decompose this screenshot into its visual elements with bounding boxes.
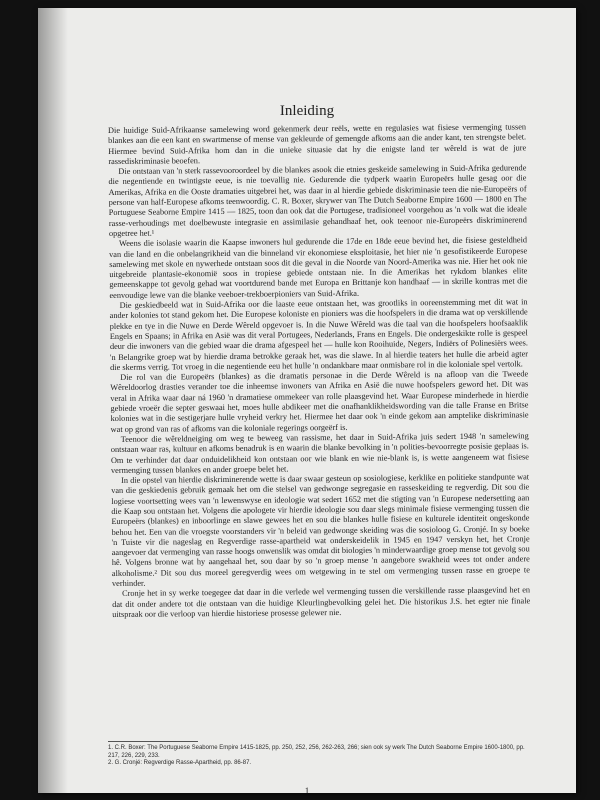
paragraph: Die ontstaan van 'n sterk rassevooroordeel by die blankes asook die etnies geskeide samelewing in Suid-Afrika gedurende die negentiende en twintigste eeue, is nie toevallig nie. Gedurende die tydperk waarin Europeërs hulle gesag oor die Amerikas, Afrika en die Ooste dramaties uitgebrei het, was daar in al hierdie gebiede diskriminasie teen die nie-Europeërs of persone van half-Europese afkoms teenwoordig. C. R. Boxer, skrywer van The Dutch Seaborne Empire 1600 — 1800 en The Portuguese Seaborne Empire 1415 — 1825, toon dan ook dat die Portugese, tradisioneel voorgehou as 'n volk wat die ideale rasse-verhoudings met doelbewuste integrasie en assimilasie gehandhaaf het, ook teenoor nie-Europeërs diskriminerend opgetree het.¹: [108, 163, 527, 238]
footnote: 2. G. Cronjé: Regverdige Rasse-Apartheid, pp. 86-87.: [108, 760, 252, 767]
document-page: [38, 8, 576, 793]
page-title: Inleiding: [279, 103, 335, 119]
paragraph: Die geskiedbeeld wat in Suid-Afrika oor die laaste eeue ontstaan het, was grootliks in ooreenstemming met dit wat in ander kolonies tot stand gekom het. Die Europese koloniste en pioniers was die hoofspelers in die drama wat op verskillende plekke en tye in die Nuwe en Derde Wêreld opgevoer is. In die Nuwe Wêreld was die taal van die hoofspelers hoofsaaklik Engels en Spaans; in Afrika en Asië was dit veral Portugees, Nederlands, Frans en Engels. Die ondergeskikte rolle is gespeel deur die inwoners van die gebied waar die drama afgespeel het — hulle kon Rooihuide, Negers, Indiërs of Polinesiërs wees. 'n Belangrike groep wat by hierdie drama betrokke geraak het, was die slawe. In al hierdie teaters het hulle die arbeid agter die skerms verrig. Tot vroeg in die negentiende eeu het hulle 'n ondankbare maar onmisbare rol in die koloniale spel vertolk.: [109, 297, 529, 372]
footnote: 1. C.R. Boxer: The Portuguese Seaborne Empire 1415-1825, pp. 250, 252, 256, 262-263, 266; sien ook sy werk The Dutch Seaborne Empire 1600-1800, pp. 217, 226, 229, 233.: [108, 745, 525, 759]
paragraph: Teenoor die wêreldneiging om weg te beweeg van rassisme, het daar in Suid-Afrika juis sedert 1948 'n samelewing ontstaan waar ras, kultuur en afkoms benadruk is en waarin die blanke bevolking in 'n polities-bevoorregte posisie geplaas is. Om te verhinder dat daar onduidelikheid kon ontstaan oor wie blank en wie nie-blank is, is wette aangeneem wat fisiese vermenging tussen blankes en ander groepe belet het.: [110, 431, 529, 475]
page-number: 1: [304, 786, 310, 793]
footnotes: [108, 745, 528, 768]
paragraph: Cronje het in sy werke toegegee dat daar in die verlede wel vermenging tussen die verskillende rasse plaasgevind het en dat dit onder andere tot die ontstaan van die huidige Kleurlingbevolking gelei het. Die historikus J.S. het egter nie finale uitspraak oor die verloop van hierdie historiese prosesse gelewer nie.: [112, 585, 531, 619]
paragraph: Die huidige Suid-Afrikaanse samelewing word gekenmerk deur reëls, wette en regulasies wat fisiese vermenging tussen blankes aan die een kant en swartmense of mense van gekleurde of gemengde afkoms aan die ander kant, ten strengste belet. Hiermee bevind Suid-Afrika hom dan in die unieke situasie dat hy die enigste land ter wêreld is wat de jure rassediskriminasie beoefen.: [108, 122, 527, 166]
paragraph: Weens die isolasie waarin die Kaapse inwoners hul gedurende die 17de en 18de eeue bevind het, die fisiese gesteldheid van die land en die onbelangrikheid van die binneland vir ekonomiese eksploitasie, het hier nie 'n gesofistikeerde Europese samelewing met skole en nywerhede ontstaan soos dit die geval in die Noorde van Noord-Amerika was nie. Hier het ook nie uitgebreide plantasie-ekonomië soos in tropiese gebiede ontstaan nie. In die Amerikas het rykdom blankes elite gemeenskappe tot gevolg gehad wat voortdurend bande met Europa en Brittanje kon handhaaf — in skrille kontras met die eenvoudige lewe van die blanke veeboer-trekboerpioniers van Suid-Afrika.: [109, 235, 528, 300]
paragraph: Die rol van die Europeërs (blankes) as die dramatis personae in die Derde Wêreld is na afloop van die Tweede Wêreldoorlog drasties verander toe die inheemse inwoners van Afrika en Asië die nuwe hoofspelers geword het. Dit was veral in Afrika waar daar ná 1960 'n dramatiese ommekeer van rolle plaasgevind het. Waar Europese minderhede in hierdie gebiede vroeër die septer geswaai het, moes hulle abdikeer met die onafhanklikheidswording van die talle Franse en Britse kolonies wat in die sestigerjare hulle vryheid verkry het. Hiermee het daar ook 'n einde gekom aan amptelike diskriminasie wat op grond van ras of afkoms van die koloniale regerings oorgeërf is.: [110, 369, 529, 434]
footnote-divider: [108, 741, 198, 742]
body-text: [108, 122, 530, 620]
paragraph: In die opstel van hierdie diskriminerende wette is daar swaar gesteun op sosiologiese, kerklike en politieke standpunte wat van die geskiedenis gebruik gemaak het om die stelsel van gedwonge segregasie en rasseskeiding te regverdig. Dit sou die logiese voortsetting wees van 'n lewenswyse en ideologie wat sedert 1652 met die stigting van 'n Europese nedersetting aan die Kaap sou ontstaan het. Volgens die apologete vir hierdie ideologie sou daar slegs minimale fisiese vermenging tussen die Europeërs (blankes) en inboorlinge en slawe gewees het en sou die blankes hulle fisiese en kulturele identiteit ongeskonde behou het. Een van die vroegste voorstanders vir 'n beleid van gedwonge skeiding was die sosioloog G. Cronjé. In sy boeke 'n Tuiste vir die nageslag en Regverdige rasse-apartheid wat onderskeidelik in 1945 en 1947 verskyn het, het Cronje aangevoer dat vermenging van rasse hoogs onwenslik was omdat dit biologies 'n minderwaardige groep mense tot gevolg sou hê. Volgens bronne wat hy aangehaal het, sou daar by so 'n groep mense 'n aangebore swakheid wees tot onder andere alkoholisme.² Dit sou dus moreel geregverdig wees om wetgewing in te stel om vermenging tussen rasse en groepe te verhinder.: [111, 472, 530, 589]
